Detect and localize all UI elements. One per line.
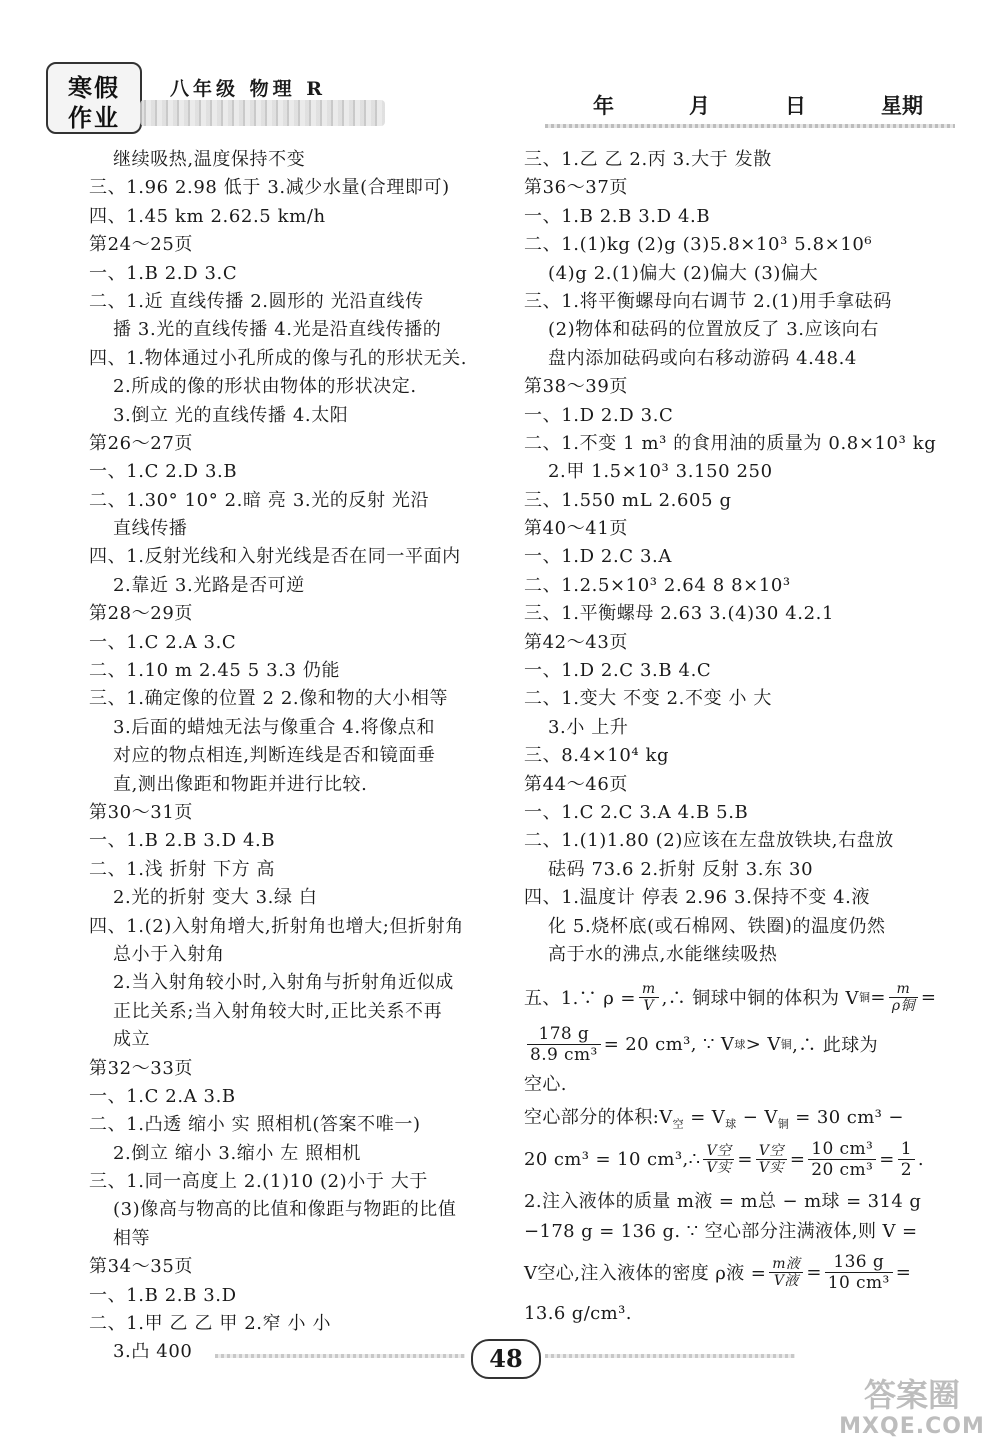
right-answer-lines (524, 146, 964, 969)
answer-line: 直,测出像距和物距并进行比较. (113, 773, 368, 795)
fraction-m-over-v: $\frac{m}{V}$ (639, 981, 659, 1014)
logo-bottom-text: 作业 (68, 104, 120, 132)
footer-rule-left (215, 1354, 465, 1358)
fraction-vk-over-vs-2: $\frac{\text{V空}}{\text{V实}}$ (756, 1143, 787, 1176)
answer-line: 三、1.同一高度上 2.(1)10 (2)小于 大于 (89, 1171, 429, 1193)
date-day-label: 日 (785, 93, 806, 118)
solution-line-9: 13.6 g/cm³. (524, 1303, 632, 1325)
answer-line: 二、1.甲 乙 乙 甲 2.窄 小 小 (89, 1313, 332, 1335)
page-range-heading: 第30～31页 (89, 801, 194, 823)
answer-line: 一、1.C 2.D 3.B (89, 461, 238, 483)
answer-line: 二、1.近 直线传播 2.圆形的 光沿直线传 (89, 290, 424, 312)
answer-line: 3.小 上升 (548, 716, 629, 738)
solution-text: 20 cm³ = 10 cm³,∴ (524, 1148, 701, 1170)
answer-line: 一、1.B 2.B 3.D 4.B (89, 830, 276, 852)
solution-line-5 (524, 1135, 964, 1183)
answer-line: 一、1.D 2.D 3.C (524, 404, 674, 426)
answer-line: 正比关系;当入射角较大时,正比关系不再 (113, 1000, 443, 1022)
solution-text: ,∴ 铜球中铜的体积为 V (661, 988, 859, 1010)
answer-line: 二、1.2.5×10³ 2.64 8 8×10³ (524, 574, 791, 596)
answer-line: 四、1.温度计 停表 2.96 3.保持不变 4.液 (524, 887, 871, 909)
subscript: 空 (672, 1117, 685, 1131)
page-range-heading: 第38～39页 (524, 376, 629, 398)
answer-line: 盘内添加砝码或向右移动游码 4.48.4 (548, 347, 857, 369)
answer-line: 四、1.(2)入射角增大,折射角也增大;但折射角 (89, 915, 464, 937)
answer-line: 一、1.B 2.B 3.D 4.B (524, 205, 711, 227)
solution-text: ,∴ 此球为 (792, 1035, 878, 1057)
left-answer-column (89, 146, 513, 1367)
answer-line: 砝码 73.6 2.折射 反射 3.东 30 (548, 858, 814, 880)
date-weekday-label: 星期 (881, 93, 923, 118)
page-range-heading: 第40～41页 (524, 518, 629, 540)
answer-line: 一、1.D 2.C 3.A (524, 546, 672, 568)
answer-line: 二、1.变大 不变 2.不变 小 大 (524, 688, 773, 710)
answer-line: 成立 (113, 1029, 151, 1051)
page-range-heading: 第26～27页 (89, 432, 194, 454)
answer-line: 继续吸热,温度保持不变 (113, 149, 306, 170)
solution-line-1 (524, 975, 964, 1019)
solution-line-4 (524, 1101, 964, 1135)
watermark-en-text: MXQE.COM (839, 1414, 985, 1439)
subscript: 铜 (777, 1117, 790, 1131)
solution-text: > V (745, 1033, 781, 1055)
page-range-heading: 第42～43页 (524, 631, 629, 653)
answer-line: 三、1.乙 乙 2.丙 3.大于 发散 (524, 149, 772, 170)
equals-sign: = (806, 1261, 822, 1283)
answer-line: 四、1.反射光线和入射光线是否在同一平面内 (89, 546, 461, 568)
page-header (0, 0, 1000, 140)
solution-text: − V (742, 1107, 778, 1129)
solution-text: = (920, 986, 937, 1008)
answer-line: 二、1.(1)1.80 (2)应该在左盘放铁块,右盘放 (524, 830, 894, 852)
solution-text: = 30 cm³ − (795, 1107, 904, 1129)
answer-line: 二、1.凸透 缩小 实 照相机(答案不唯一) (89, 1114, 421, 1136)
page-range-heading: 第34～35页 (89, 1256, 194, 1278)
equals-sign: = (879, 1148, 895, 1170)
page-number: 48 (471, 1339, 541, 1379)
answer-line: 二、1.浅 折射 下方 高 (89, 858, 276, 880)
answer-line: 二、1.不变 1 m³ 的食用油的质量为 0.8×10³ kg (524, 432, 937, 454)
answer-line: 相等 (113, 1227, 151, 1249)
right-answer-column (524, 146, 964, 1331)
answer-line: 直线传播 (113, 518, 188, 540)
fraction-136-over-10: $\frac{136 g}{\text{10 cm³}}$ (825, 1252, 893, 1293)
answer-line: 2.靠近 3.光路是否可逆 (113, 574, 305, 596)
page-range-heading: 第32～33页 (89, 1057, 194, 1079)
solution-line-6: 2.注入液体的质量 m液 = m总 − m球 = 314 g (524, 1191, 922, 1213)
page-range-heading: 第44～46页 (524, 773, 629, 795)
answer-line: 三、1.将平衡螺母向右调节 2.(1)用手拿砝码 (524, 290, 892, 312)
solution-line-7: −178 g = 136 g. ∵ 空心部分注满液体,则 V = (524, 1221, 918, 1243)
footer-rule-right (545, 1354, 795, 1358)
answer-line: 高于水的沸点,水能继续吸热 (548, 943, 778, 965)
answer-line: (3)像高与物高的比值和像距与物距的比值 (113, 1199, 457, 1221)
solution-text: V空心,注入液体的密度 ρ液 = (524, 1263, 767, 1285)
answer-line: (4)g 2.(1)偏大 (2)偏大 (3)偏大 (548, 262, 819, 284)
answer-line: 总小于入射角 (113, 943, 225, 965)
fraction-mass-over-density: $\frac{178 g}{\text{8.9 cm³}}$ (527, 1024, 601, 1065)
answer-line: 对应的物点相连,判断连线是否和镜面垂 (113, 745, 436, 767)
solution-text: 空心部分的体积:V (524, 1107, 673, 1129)
fraction-vk-over-vs: $\frac{\text{V空}}{\text{V实}}$ (703, 1143, 734, 1176)
answer-line: 三、8.4×10⁴ kg (524, 745, 670, 767)
date-month-label: 月 (689, 93, 710, 118)
answer-line: 一、1.B 2.B 3.D (89, 1284, 237, 1306)
page-range-heading: 第28～29页 (89, 603, 194, 625)
answer-line: 一、1.C 2.A 3.C (89, 631, 237, 653)
answer-line: 化 5.烧杯底(或石棉网、铁圈)的温度仍然 (548, 915, 886, 937)
answer-line: 2.光的折射 变大 3.绿 白 (113, 887, 318, 909)
answer-line: 三、1.550 mL 2.605 g (524, 489, 732, 511)
watermark-cn-text: 答案圈 (863, 1376, 960, 1414)
fraction-one-half: $\frac{1}{2}$ (898, 1139, 915, 1180)
solution-line-2 (524, 1019, 964, 1069)
answer-line: 一、1.C 2.C 3.A 4.B 5.B (524, 801, 749, 823)
answer-line: 3.凸 400 (113, 1341, 193, 1363)
date-fields (593, 90, 923, 120)
solution-line-8 (524, 1247, 964, 1297)
solution-text: = (870, 986, 886, 1008)
answer-line: 四、1.45 km 2.62.5 km/h (89, 205, 326, 227)
solution-text: = 20 cm³, ∵ V (603, 1033, 735, 1055)
answer-line: 三、1.96 2.98 低于 3.减少水量(合理即可) (89, 177, 450, 199)
date-year-label: 年 (593, 93, 614, 118)
subscript: 铜 (780, 1038, 793, 1052)
answer-line: 2.所成的像的形状由物体的形状决定. (113, 376, 417, 398)
subscript: 铜 (858, 991, 871, 1005)
fraction-10-over-20: $\frac{\text{10 cm³}}{\text{20 cm³}}$ (808, 1139, 876, 1180)
answer-line: 二、1.10 m 2.45 5 3.3 仍能 (89, 660, 341, 682)
answer-line: 四、1.物体通过小孔所成的像与孔的形状无关. (89, 347, 468, 369)
period: . (917, 1148, 925, 1170)
grade-subject-label: 八年级 物理 R (170, 78, 327, 100)
answer-line: 三、1.平衡螺母 2.63 3.(4)30 4.2.1 (524, 603, 834, 625)
solution-block (524, 975, 964, 1331)
answer-line: 一、1.B 2.D 3.C (89, 262, 238, 284)
equals-sign: = (737, 1148, 753, 1170)
answer-line: 播 3.光的直线传播 4.光是沿直线传播的 (113, 319, 442, 341)
solution-line-3: 空心. (524, 1074, 567, 1096)
site-watermark (832, 1370, 992, 1450)
winter-homework-logo (46, 62, 142, 134)
answer-line: 3.后面的蜡烛无法与像重合 4.将像点和 (113, 716, 436, 738)
subscript: 球 (725, 1117, 737, 1131)
answer-line: (2)物体和砝码的位置放反了 3.应该向右 (548, 319, 879, 341)
equals-sign: = (895, 1261, 912, 1283)
logo-top-text: 寒假 (68, 74, 120, 102)
header-date-underline (545, 124, 955, 128)
page-range-heading: 第36～37页 (524, 177, 629, 199)
solution-text: = V (690, 1107, 726, 1129)
answer-line: 3.倒立 光的直线传播 4.太阳 (113, 404, 349, 426)
fraction-m-liquid-over-v-liquid: $\frac{\text{m液}}{\text{V液}}$ (769, 1256, 803, 1289)
answer-line: 2.甲 1.5×10³ 3.150 250 (548, 461, 773, 483)
subscript: 球 (734, 1038, 746, 1052)
answer-line: 二、1.30° 10° 2.暗 亮 3.光的反射 光沿 (89, 489, 430, 511)
answer-line: 一、1.C 2.A 3.B (89, 1085, 236, 1107)
answer-line: 2.当入射角较小时,入射角与折射角近似成 (113, 972, 454, 994)
answer-line: 二、1.(1)kg (2)g (3)5.8×10³ 5.8×10⁶ (524, 234, 873, 256)
header-decorative-band (140, 100, 385, 126)
fraction-m-over-rho: $\frac{m}{\text{ρ铜}}$ (889, 981, 918, 1014)
answer-line: 2.倒立 缩小 3.缩小 左 照相机 (113, 1142, 362, 1164)
answer-line: 三、1.确定像的位置 2 2.像和物的大小相等 (89, 688, 449, 710)
answer-line: 一、1.D 2.C 3.B 4.C (524, 660, 712, 682)
solution-text: 五、1.∵ ρ = (524, 988, 636, 1010)
page-range-heading: 第24～25页 (89, 234, 194, 256)
equals-sign: = (789, 1148, 806, 1170)
